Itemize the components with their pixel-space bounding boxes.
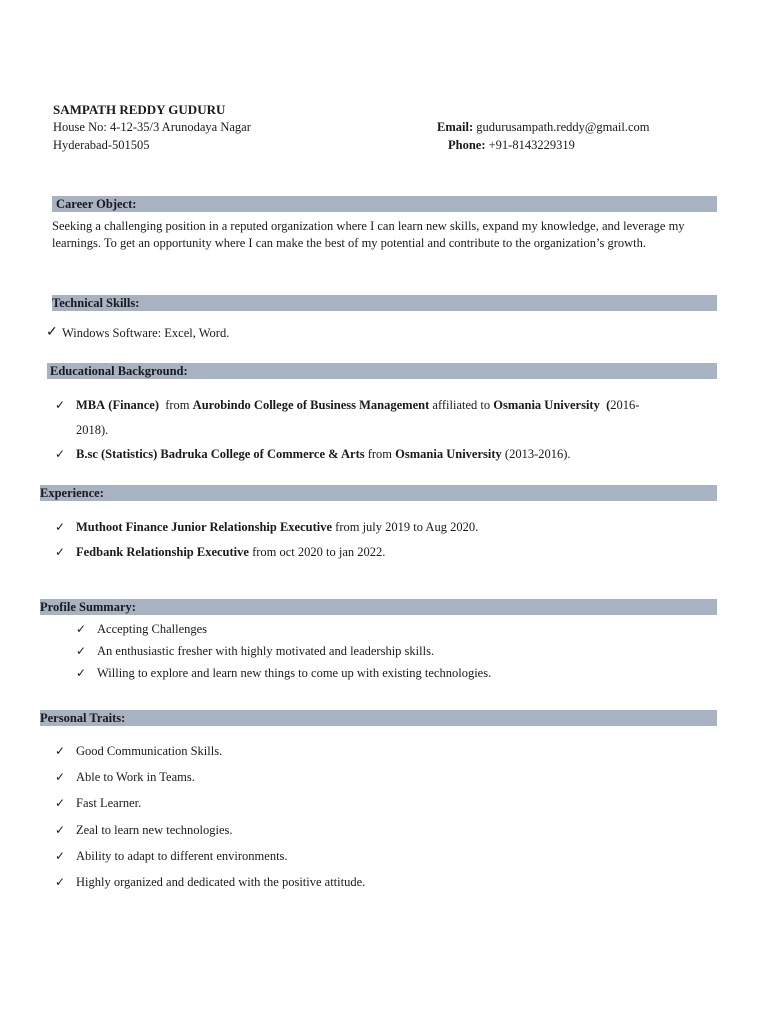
check-icon: ✓ bbox=[55, 744, 66, 758]
check-icon: ✓ bbox=[55, 823, 66, 837]
check-icon: ✓ bbox=[55, 447, 66, 461]
education-bsc-line bbox=[76, 446, 571, 462]
profile-section-title: Profile Summary: bbox=[40, 600, 136, 614]
traits-section-title: Personal Traits: bbox=[40, 711, 126, 725]
check-icon: ✓ bbox=[55, 849, 66, 863]
trait-item: Good Communication Skills. bbox=[76, 744, 223, 758]
profile-item: Accepting Challenges bbox=[97, 622, 208, 636]
mba-spec: (Finance) bbox=[108, 398, 159, 412]
trait-item: Zeal to learn new technologies. bbox=[76, 823, 233, 837]
check-icon: ✓ bbox=[55, 875, 66, 889]
bsc-univ: Osmania University bbox=[395, 447, 502, 461]
career-section-title: Career Object: bbox=[56, 197, 137, 211]
mba-college: Aurobindo College of Business Management bbox=[192, 398, 430, 412]
mba-univ: Osmania University bbox=[493, 398, 600, 412]
check-icon: ✓ bbox=[76, 644, 87, 658]
mba-years-a: 2016- bbox=[610, 398, 640, 412]
mba-degree: MBA bbox=[76, 398, 106, 412]
mba-open: ( bbox=[606, 398, 611, 412]
email-value: gudurusampath.reddy@gmail.com bbox=[476, 120, 650, 134]
email-line bbox=[437, 120, 650, 135]
experience-item bbox=[76, 519, 478, 535]
mba-from: from bbox=[165, 398, 190, 412]
technical-item: Windows Software: Excel, Word. bbox=[62, 326, 230, 340]
experience-period: from oct 2020 to jan 2022. bbox=[252, 545, 386, 559]
bsc-years: (2013-2016). bbox=[504, 447, 571, 461]
trait-item: Ability to adapt to different environments. bbox=[76, 849, 288, 863]
experience-section-bar bbox=[40, 485, 717, 501]
phone-line bbox=[448, 138, 575, 153]
career-text: Seeking a challenging position in a reputed organization where I can learn new skills, expand my knowledge, and leverage my learnings. To get an opportunity where I can make the best of my potential and contribute to the organization’s growth. bbox=[52, 219, 685, 250]
candidate-name: SAMPATH REDDY GUDURU bbox=[53, 102, 226, 117]
bsc-degree: B.sc (Statistics) Badruka College of Commerce & Arts bbox=[76, 447, 365, 461]
check-icon: ✓ bbox=[55, 545, 66, 559]
mba-affil: affiliated to bbox=[432, 398, 491, 412]
technical-section-bar bbox=[52, 295, 717, 311]
check-icon: ✓ bbox=[55, 796, 66, 810]
mba-years-b: 2018). bbox=[76, 423, 109, 437]
experience-period: from july 2019 to Aug 2020. bbox=[335, 520, 479, 534]
traits-section-bar bbox=[40, 710, 717, 726]
address-line-1: House No: 4-12-35/3 Arunodaya Nagar bbox=[53, 120, 251, 134]
trait-item: Able to Work in Teams. bbox=[76, 770, 195, 784]
education-mba-line1 bbox=[76, 397, 639, 413]
trait-item: Fast Learner. bbox=[76, 796, 142, 810]
trait-item: Highly organized and dedicated with the positive attitude. bbox=[76, 875, 366, 889]
phone-label: Phone: bbox=[448, 138, 486, 152]
career-section-bar bbox=[52, 196, 717, 212]
check-icon: ✓ bbox=[76, 622, 87, 636]
check-icon: ✓ bbox=[46, 325, 58, 340]
address-line-2: Hyderabad-501505 bbox=[53, 138, 150, 152]
phone-value: +91-8143229319 bbox=[488, 138, 575, 152]
email-label: Email: bbox=[437, 120, 474, 134]
profile-item: Willing to explore and learn new things to come up with existing technologies. bbox=[97, 666, 492, 680]
profile-item: An enthusiastic fresher with highly motivated and leadership skills. bbox=[97, 644, 435, 658]
bsc-from: from bbox=[367, 447, 393, 461]
check-icon: ✓ bbox=[76, 666, 87, 680]
education-section-title: Educational Background: bbox=[50, 364, 188, 378]
profile-section-bar bbox=[40, 599, 717, 615]
experience-role: Muthoot Finance Junior Relationship Executive bbox=[76, 520, 333, 534]
experience-item bbox=[76, 544, 385, 560]
check-icon: ✓ bbox=[55, 770, 66, 784]
check-icon: ✓ bbox=[55, 520, 66, 534]
experience-role: Fedbank Relationship Executive bbox=[76, 545, 249, 559]
check-icon: ✓ bbox=[55, 398, 66, 412]
technical-section-title: Technical Skills: bbox=[52, 296, 140, 310]
experience-section-title: Experience: bbox=[40, 486, 104, 500]
